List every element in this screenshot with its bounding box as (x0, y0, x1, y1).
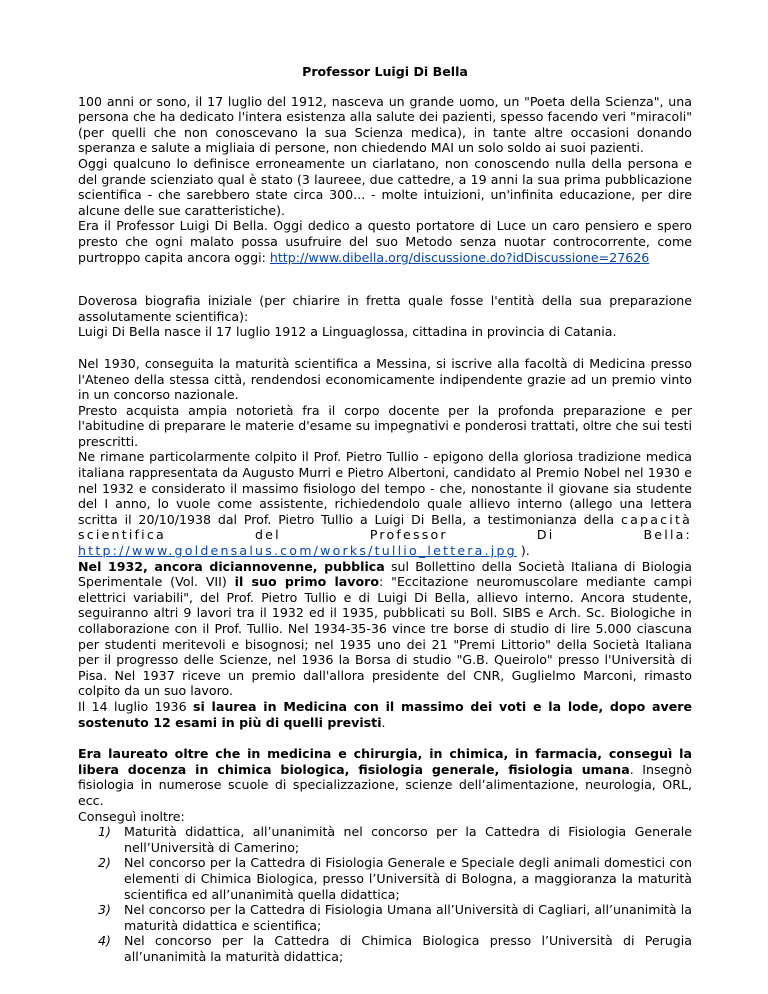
list-item-number: 4) (98, 933, 111, 949)
list-item-number: 3) (98, 902, 111, 918)
spacer (78, 730, 692, 746)
list-item-text: Nel concorso per la Cattedra di Fisiologia Umana all’Università di Cagliari, all’unanimità la maturità didattica e scientifica; (124, 902, 692, 933)
intro-paragraph-3-text: Era il Professor Luigi Di Bella. Oggi dedico a questo portatore di Luce un caro pensiero e spero presto che ogni malato possa usufruire del suo Metodo senza nuotar controcorrente, come purtroppo capita ancora oggi: (78, 218, 692, 265)
degrees-highlight: Era laureato oltre che in medicina e chirurgia, in chimica, in farmacia, conseguì la libera docenza in chimica biologica, fisiologia generale, fisiologia umana (78, 746, 692, 777)
achievements-list (78, 824, 692, 964)
career-paragraph-4-text-a: sul Bollettino della Società Italiana di Biologia Sperimentale (Vol. VII) (78, 558, 692, 590)
consegui-label: Conseguì inoltre: (78, 808, 185, 824)
list-item (98, 855, 692, 902)
dibella-discussion-link[interactable]: http://www.dibella.org/discussione.do?idDiscussione=27626 (269, 249, 650, 265)
teaching-paragraph-rest: . Insegnò fisiologia in numerose scuole di specializzazione, scienze dell’alimentazione, neurologia, ORL, ecc. (78, 761, 692, 808)
career-paragraph-4-text-b: : "Eccitazione neuromuscolare mediante campi elettrici variabili", del Prof. Pietro Tullio e di Luigi Di Bella, allievo interno. Ancora studente, seguiranno altri 9 lavori tra il 1932 ed il 1935, pubblicati su Boll. SIBS e Arch. Sc. Biologiche in collaborazione con il Prof. Tullio. Nel 1934-35-36 vince tre borse di studio di lire 5.000 ciascuna per studenti meritevoli e bisognosi; nel 1935 uno dei 21 "Premi Littorio" della Società Italiana per il progresso delle Scienze, nel 1936 la Borsa di studio "G.B. Queirolo" presso l'Università di Pisa. Nel 1937 riceve un premio dall'allora presidente del CNR, Guglielmo Marconi, rimasto colpito da un suo lavoro. (78, 574, 692, 699)
list-item (98, 933, 692, 964)
list-item-text: Nel concorso per la Cattedra di Fisiologia Generale e Speciale degli animali domestici con elementi di Chimica Biologica, presso l’Università di Bologna, a maggioranza la maturità scientifica ed all’unanimità quella didattica; (124, 855, 692, 902)
list-item (98, 902, 692, 933)
first-publication-highlight: Nel 1932, ancora diciannovenne, pubblica (78, 558, 385, 574)
tullio-letter-link[interactable]: http://www.goldensalus.com/works/tullio_lettera.jpg (78, 543, 517, 559)
graduation-highlight: si laurea in Medicina con il massimo dei voti e la lode, dopo avere sostenuto 12 esami in più di quelli previsti (78, 698, 692, 730)
document-page (78, 64, 692, 964)
list-item-number: 1) (98, 824, 111, 840)
career-paragraph-1: Nel 1930, conseguita la maturità scientifica a Messina, si iscrive alla facoltà di Medicina presso l'Ateneo della stessa città, rendendosi economicamente indipendente grazie ad un premio vinto in un concorso nazionale. (78, 355, 692, 403)
career-paragraph-2: Presto acquista ampia notorietà fra il corpo docente per la profonda preparazione e per l'abitudine di preparare le materie d'esame su impegnativi e ponderosi trattati, oltre che sui testi prescritti. (78, 402, 692, 449)
career-paragraph-4 (78, 559, 692, 699)
bio-paragraph-2: Luigi Di Bella nasce il 17 luglio 1912 a Linguaglossa, cittadina in provincia di Catania. (78, 324, 617, 340)
career-paragraph-5-text: Il 14 luglio 1936 (78, 698, 193, 714)
career-paragraph-5 (78, 699, 692, 730)
list-item-number: 2) (98, 855, 111, 871)
bio-paragraph-1: Doverosa biografia iniziale (per chiarire in fretta quale fosse l'entità della sua preparazione assolutamente scientifica): (78, 293, 692, 324)
intro-paragraph-2: Oggi qualcuno lo definisce erroneamente un ciarlatano, non conoscendo nulla della persona e del grande scienziato qual è stato (3 laureee, due cattedre, a 19 anni la sua prima pubblicazione scientifica - che sarebbero state circa 300... - molte intuizioni, un'infinita educazione, per dire alcune delle sue caratteristiche). (78, 155, 692, 218)
list-item-text: Nel concorso per la Cattedra di Chimica Biologica presso l’Università di Perugia all’unanimità la maturità didattica; (124, 933, 692, 964)
list-item-text: Maturità didattica, all’unanimità nel concorso per la Cattedra di Fisiologia Generale nell’Università di Camerino; (124, 824, 692, 855)
intro-paragraph-3 (78, 218, 692, 265)
first-work-highlight: il suo primo lavoro (234, 574, 380, 590)
career-paragraph-3-end: ). (516, 543, 530, 559)
career-paragraph-3-spaced: capacità scientifica del Professor Di Bella: (78, 511, 692, 543)
page-title: Professor Luigi Di Bella (302, 64, 468, 79)
career-paragraph-3 (78, 449, 692, 558)
spacer (78, 340, 692, 356)
spacer (78, 265, 692, 293)
career-paragraph-5-end: . (381, 714, 386, 730)
list-item (98, 824, 692, 855)
intro-paragraph-1: 100 anni or sono, il 17 luglio del 1912, nasceva un grande uomo, un "Poeta della Scienza", una persona che ha dedicato l'intera esistenza alla salute dei pazienti, spesso facendo veri "miracoli" (per quelli che non conoscevano la sua Scienza medica), in tante altre occasioni donando speranza e salute a migliaia di persone, non chiedendo MAI un solo soldo ai suoi pazienti. (78, 93, 692, 156)
teaching-paragraph (78, 746, 692, 808)
career-paragraph-3-text: Ne rimane particolarmente colpito il Prof. Pietro Tullio - epigono della gloriosa tradizione medica italiana rappresentata da Augusto Murri e Pietro Albertoni, candidato al Premio Nobel nel 1930 e nel 1932 e considerato il massimo fisiologo del tempo - che, nonostante il giovane sia studente del I anno, lo vuole come assistente, richiedendolo quale allievo interno (allego una lettera scritta il 20/10/1938 dal Prof. Pietro Tullio a Luigi Di Bella, a testimonianza della (78, 449, 692, 527)
